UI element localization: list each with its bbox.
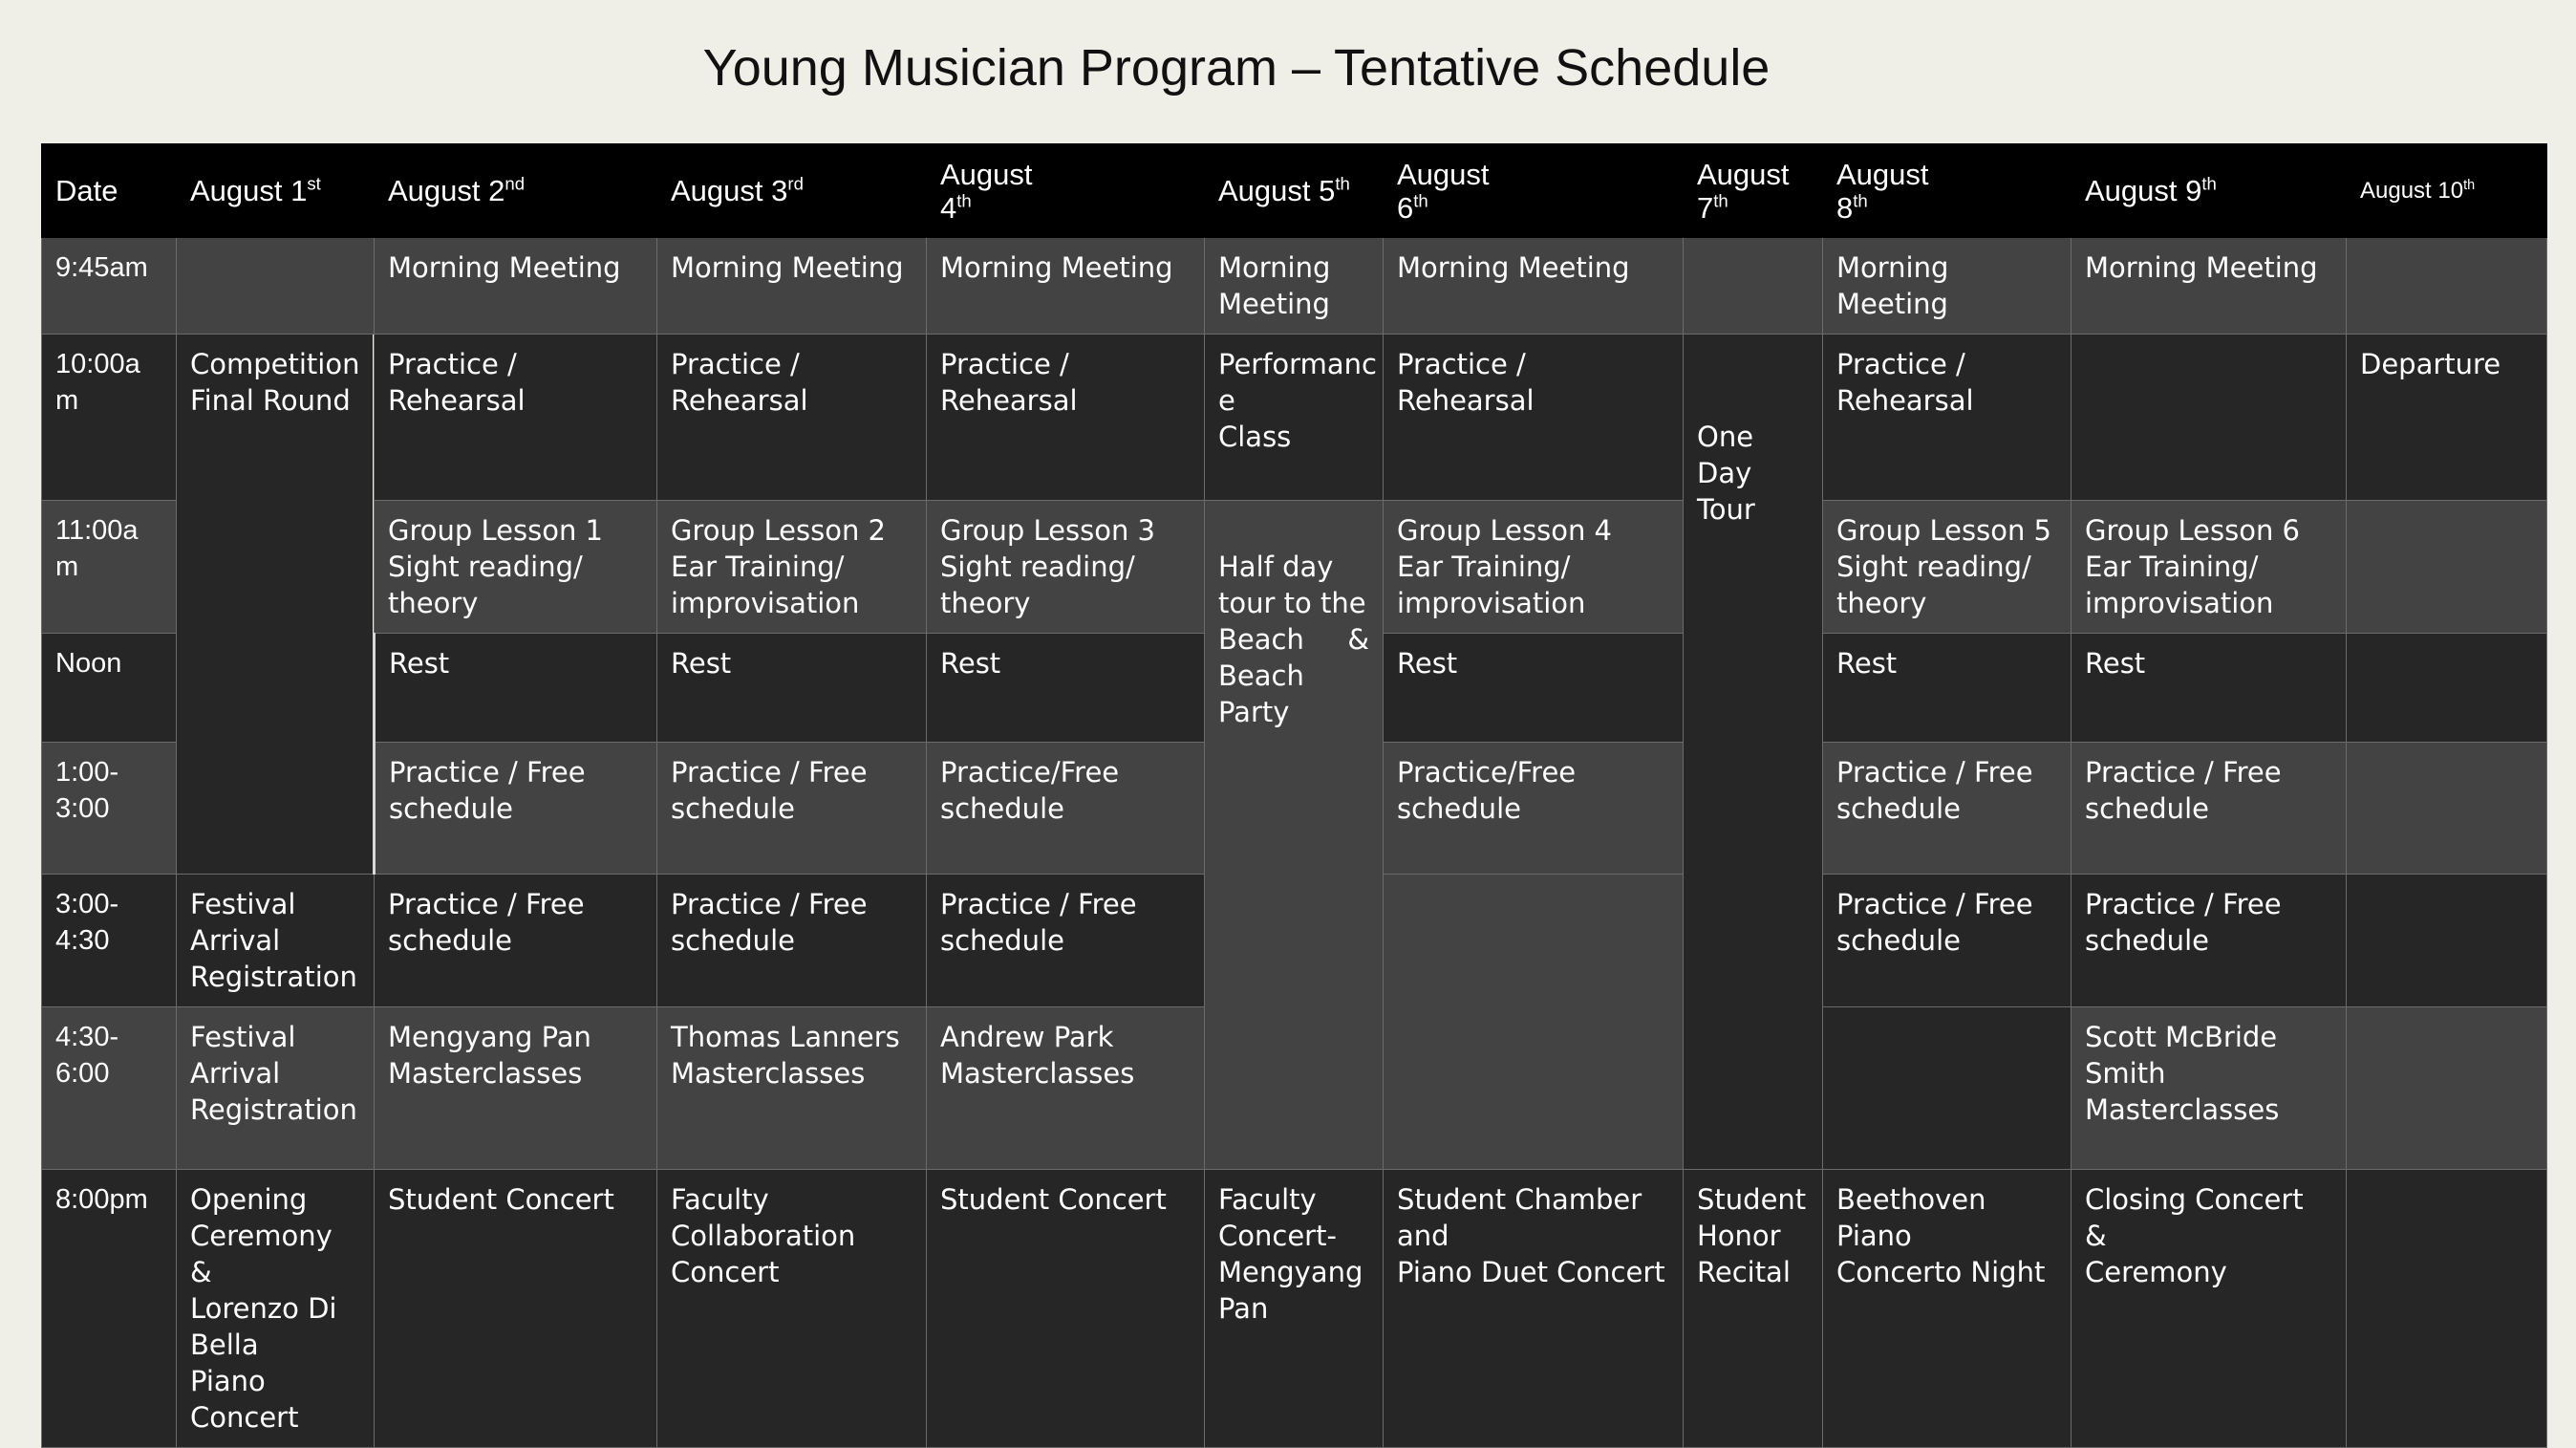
cell-morning-meeting: Morning Meeting	[2072, 238, 2347, 335]
cell-faculty-collaboration: Faculty Collaboration Concert	[657, 1170, 927, 1448]
header-day-9: August 9th	[2072, 144, 2347, 238]
cell-group-lesson-2: Group Lesson 2 Ear Training/ improvisation	[657, 501, 927, 634]
time-label: 3:00- 4:30	[42, 875, 177, 1007]
cell-rest: Rest	[657, 634, 927, 743]
cell-half-day-tour: Half day tour to the Beach & Beach Party	[1205, 501, 1384, 1170]
cell-practice-rehearsal: Practice / Rehearsal	[927, 335, 1205, 501]
cell-chamber-duet-concert: Student Chamber and Piano Duet Concert	[1384, 1170, 1684, 1448]
cell-rest: Rest	[927, 634, 1205, 743]
header-day-6: August 6th	[1384, 144, 1684, 238]
row-1100	[42, 501, 2547, 634]
time-label: 1:00- 3:00	[42, 743, 177, 875]
cell-practice-free: Practice / Free schedule	[2072, 743, 2347, 875]
cell-practice-rehearsal: Practice / Rehearsal	[1384, 335, 1684, 501]
cell-practice-free: Practice / Free schedule	[375, 875, 657, 1007]
cell-student-concert: Student Concert	[375, 1170, 657, 1448]
cell-practice-rehearsal: Practice / Rehearsal	[1823, 335, 2072, 501]
header-date: Date	[42, 144, 177, 238]
cell-rest: Rest	[2072, 634, 2347, 743]
cell-practice-free: Practice / Free schedule	[375, 743, 657, 875]
header-day-5: August 5th	[1205, 144, 1384, 238]
cell-half-day-tour-line: Beach &	[1218, 623, 1369, 656]
header-day-3: August 3rd	[657, 144, 927, 238]
cell-practice-free: Practice / Free schedule	[657, 875, 927, 1007]
header-day-2: August 2nd	[375, 144, 657, 238]
cell-practice-free: Practice / Free schedule	[1823, 743, 2072, 875]
cell-empty	[2347, 1007, 2547, 1170]
cell-performance-class: Performanc e Class	[1205, 335, 1384, 501]
cell-empty	[177, 238, 375, 335]
cell-practice-rehearsal: Practice / Rehearsal	[375, 335, 657, 501]
cell-empty	[2347, 634, 2547, 743]
time-label: Noon	[42, 634, 177, 743]
cell-group-lesson-6: Group Lesson 6 Ear Training/ improvisation	[2072, 501, 2347, 634]
cell-morning-meeting: Morning Meeting	[375, 238, 657, 335]
cell-rest: Rest	[1384, 634, 1684, 743]
cell-competition-final: Competition Final Round	[177, 335, 375, 875]
cell-empty	[2347, 875, 2547, 1007]
cell-morning-meeting: Morning Meeting	[657, 238, 927, 335]
header-row	[42, 144, 2547, 238]
time-label: 4:30- 6:00	[42, 1007, 177, 1170]
cell-rest: Rest	[1823, 634, 2072, 743]
cell-festival-arrival: Festival Arrival Registration	[177, 1007, 375, 1170]
cell-half-day-tour-line: Beach Party	[1218, 659, 1304, 728]
cell-empty	[2347, 238, 2547, 335]
cell-empty	[2347, 1170, 2547, 1448]
cell-morning-meeting: Morning Meeting	[1384, 238, 1684, 335]
header-day-7: August 7th	[1684, 144, 1823, 238]
cell-practice-free: Practice/Free schedule	[1384, 743, 1684, 875]
header-day-1: August 1st	[177, 144, 375, 238]
cell-group-lesson-1: Group Lesson 1 Sight reading/ theory	[375, 501, 657, 634]
cell-closing-concert: Closing Concert & Ceremony	[2072, 1170, 2347, 1448]
time-label: 11:00a m	[42, 501, 177, 634]
header-day-10: August 10th	[2347, 144, 2547, 238]
row-0945	[42, 238, 2547, 335]
row-1000	[42, 335, 2547, 501]
cell-empty	[1684, 238, 1823, 335]
cell-rest: Rest	[375, 634, 657, 743]
cell-masterclass: Thomas Lanners Masterclasses	[657, 1007, 927, 1170]
cell-group-lesson-3: Group Lesson 3 Sight reading/ theory	[927, 501, 1205, 634]
cell-practice-free: Practice / Free schedule	[2072, 875, 2347, 1007]
time-label: 9:45am	[42, 238, 177, 335]
cell-honor-recital: Student Honor Recital	[1684, 1170, 1823, 1448]
cell-practice-free: Practice / Free schedule	[927, 875, 1205, 1007]
cell-practice-rehearsal: Practice / Rehearsal	[657, 335, 927, 501]
cell-one-day-tour: One Day Tour	[1684, 335, 1823, 1170]
cell-opening-ceremony: Opening Ceremony & Lorenzo Di Bella Piano Concert	[177, 1170, 375, 1448]
cell-concerto-night: Beethoven Piano Concerto Night	[1823, 1170, 2072, 1448]
cell-morning-meeting: Morning Meeting	[1205, 238, 1384, 335]
cell-one-day-tour-continued	[1823, 1007, 2072, 1170]
cell-student-concert: Student Concert	[927, 1170, 1205, 1448]
page-title: Young Musician Program – Tentative Schedule	[702, 39, 1771, 97]
cell-masterclass: Scott McBride Smith Masterclasses	[2072, 1007, 2347, 1170]
cell-morning-meeting: Morning Meeting	[927, 238, 1205, 335]
header-day-8: August 8th	[1823, 144, 2072, 238]
row-2000	[42, 1170, 2547, 1448]
cell-practice-free: Practice / Free schedule	[657, 743, 927, 875]
cell-group-lesson-4: Group Lesson 4 Ear Training/ improvisation	[1384, 501, 1684, 634]
time-label: 10:00a m	[42, 335, 177, 501]
header-day-4: August 4th	[927, 144, 1205, 238]
cell-empty	[2347, 743, 2547, 875]
cell-empty	[2347, 501, 2547, 634]
cell-empty	[1384, 875, 1684, 1170]
schedule-table	[41, 143, 2547, 1448]
cell-departure: Departure	[2347, 335, 2547, 501]
cell-masterclass: Andrew Park Masterclasses	[927, 1007, 1205, 1170]
cell-empty	[2072, 335, 2347, 501]
cell-morning-meeting: Morning Meeting	[1823, 238, 2072, 335]
time-label: 8:00pm	[42, 1170, 177, 1448]
cell-faculty-concert: Faculty Concert- Mengyang Pan	[1205, 1170, 1384, 1448]
cell-practice-free: Practice/Free schedule	[927, 743, 1205, 875]
cell-practice-free: Practice / Free schedule	[1823, 875, 2072, 1007]
cell-group-lesson-5: Group Lesson 5 Sight reading/ theory	[1823, 501, 2072, 634]
cell-festival-arrival: Festival Arrival Registration	[177, 875, 375, 1007]
cell-masterclass: Mengyang Pan Masterclasses	[375, 1007, 657, 1170]
